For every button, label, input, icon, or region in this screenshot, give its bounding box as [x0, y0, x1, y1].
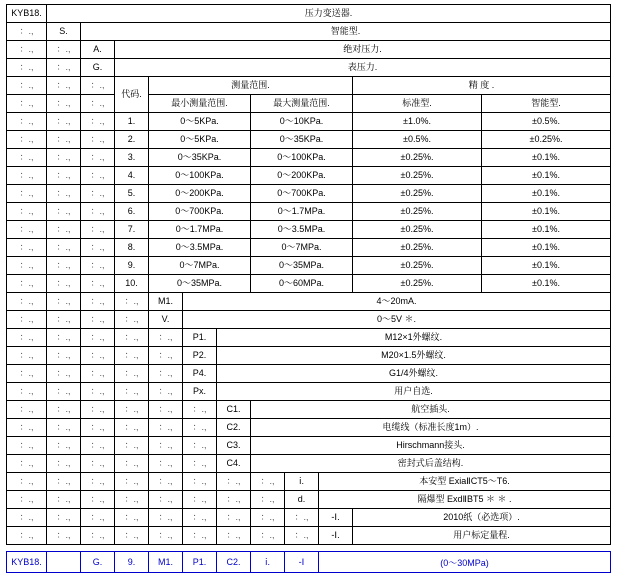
acc-smart: ±0.1%. [482, 275, 611, 293]
table-row [7, 59, 611, 77]
range-code: 7. [115, 221, 149, 239]
summary-cell-output: M1. [149, 552, 183, 573]
range-min: 0～100KPa. [149, 167, 251, 185]
dot-cell: ：., [47, 167, 81, 185]
dot-cell: ：., [81, 383, 115, 401]
dot-cell: ：., [115, 293, 149, 311]
dot-cell: ：., [47, 365, 81, 383]
range-code: 9. [115, 257, 149, 275]
dot-cell: ：., [7, 509, 47, 527]
dot-cell: ：., [81, 437, 115, 455]
dot-cell: ：., [149, 383, 183, 401]
dot-cell: ：., [149, 509, 183, 527]
dot-cell: ：., [183, 419, 217, 437]
dot-cell: ：., [47, 131, 81, 149]
dot-cell: ：., [47, 329, 81, 347]
range-min: 0～35KPa. [149, 149, 251, 167]
dot-cell: ：., [7, 131, 47, 149]
table-row [7, 23, 611, 41]
dot-cell: ：., [81, 365, 115, 383]
output-label: 0～5V ＊. [183, 311, 611, 329]
acc-smart: ±0.1%. [482, 257, 611, 275]
acc-smart: ±0.25%. [482, 131, 611, 149]
acc-standard: ±0.25%. [353, 185, 482, 203]
range-max: 0～700KPa. [251, 185, 353, 203]
dot-cell: ：., [149, 329, 183, 347]
summary-cell-connection: C2. [217, 552, 251, 573]
dot-cell: ：., [7, 419, 47, 437]
dot-cell: ：., [47, 239, 81, 257]
acc-smart: ±0.1%. [482, 149, 611, 167]
dot-cell: ：., [7, 473, 47, 491]
dot-cell: ：., [7, 527, 47, 545]
range-code: 10. [115, 275, 149, 293]
dot-cell: ：., [81, 203, 115, 221]
dot-cell: ：., [47, 437, 81, 455]
dot-cell: ：., [47, 347, 81, 365]
range-min: 0～700KPa. [149, 203, 251, 221]
dot-cell: ：., [81, 491, 115, 509]
dot-cell: ：., [7, 347, 47, 365]
dot-cell: ：., [149, 401, 183, 419]
table-row [7, 401, 611, 419]
dot-cell: ：., [149, 437, 183, 455]
summary-cell-range: 9. [115, 552, 149, 573]
table-row [7, 437, 611, 455]
dot-cell: ：., [81, 257, 115, 275]
dot-cell: ：., [183, 473, 217, 491]
dot-cell: ：., [81, 185, 115, 203]
range-min: 0～3.5MPa. [149, 239, 251, 257]
dot-cell: ：., [81, 347, 115, 365]
range-max: 0～35MPa. [251, 257, 353, 275]
summary-cell-model: KYB18. [7, 552, 47, 573]
dot-cell: ：., [149, 473, 183, 491]
table-row [7, 257, 611, 275]
header-range-min: 最小测量范围. [149, 95, 251, 113]
dot-cell: ：., [7, 437, 47, 455]
dot-cell: ：., [149, 419, 183, 437]
dot-cell: ：., [47, 203, 81, 221]
dot-cell: ：., [47, 293, 81, 311]
dot-cell: ：., [115, 401, 149, 419]
dot-cell: ：., [183, 455, 217, 473]
dot-cell: ：., [47, 527, 81, 545]
thread-label: G1/4外螺纹. [217, 365, 611, 383]
dot-cell: ：., [7, 329, 47, 347]
dot-cell: ：., [149, 455, 183, 473]
dot-cell: ：., [183, 491, 217, 509]
connection-code: C1. [217, 401, 251, 419]
dot-cell: ：., [47, 113, 81, 131]
table-row [7, 185, 611, 203]
acc-standard: ±0.25%. [353, 239, 482, 257]
range-code: 3. [115, 149, 149, 167]
dot-cell: ：., [47, 77, 81, 95]
dot-cell: ：., [285, 527, 319, 545]
gauge-label: 表压力. [115, 59, 611, 77]
dot-cell: ：., [47, 311, 81, 329]
table-row [7, 311, 611, 329]
dot-cell: ：., [149, 491, 183, 509]
acc-smart: ±0.1%. [482, 185, 611, 203]
dot-cell: ：., [149, 365, 183, 383]
thread-code: P1. [183, 329, 217, 347]
dot-cell: ：., [81, 239, 115, 257]
userrange-label: 用户标定量程. [353, 527, 611, 545]
summary-cell-explosion: ⅰ. [251, 552, 285, 573]
range-min: 0～35MPa. [149, 275, 251, 293]
acc-smart: ±0.1%. [482, 167, 611, 185]
acc-smart: ±0.1%. [482, 203, 611, 221]
dot-cell: ：., [7, 275, 47, 293]
range-code: 5. [115, 185, 149, 203]
userrange-code: -Ⅰ. [319, 527, 353, 545]
dot-cell: ：., [7, 401, 47, 419]
table-header-row [7, 95, 611, 113]
product-title: 压力变送器. [47, 5, 611, 23]
dot-cell: ：., [183, 401, 217, 419]
table-row [7, 113, 611, 131]
table-row [7, 491, 611, 509]
dot-cell: ：., [47, 473, 81, 491]
dot-cell: ：., [7, 113, 47, 131]
output-code: V. [149, 311, 183, 329]
range-max: 0～1.7MPa. [251, 203, 353, 221]
dot-cell: ：., [251, 473, 285, 491]
abs-code: A. [81, 41, 115, 59]
acc-standard: ±0.25%. [353, 203, 482, 221]
range-min: 0～5KPa. [149, 113, 251, 131]
summary-cell-userrange: (0～30MPa) [319, 552, 611, 573]
acc-standard: ±0.25%. [353, 167, 482, 185]
dot-cell: ：., [47, 491, 81, 509]
dot-cell: ：., [183, 437, 217, 455]
table-row [7, 239, 611, 257]
dot-cell: ：., [217, 473, 251, 491]
dot-cell: ：., [7, 293, 47, 311]
range-code: 1. [115, 113, 149, 131]
dot-cell: ：., [7, 203, 47, 221]
dot-cell: ：., [149, 527, 183, 545]
dot-cell: ：., [7, 221, 47, 239]
table-row [7, 293, 611, 311]
table-row [7, 275, 611, 293]
summary-cell-blank [47, 552, 81, 573]
table-row [7, 41, 611, 59]
dot-cell: ：., [217, 527, 251, 545]
dot-cell: ：., [81, 149, 115, 167]
dot-cell: ：., [183, 509, 217, 527]
table-row [7, 149, 611, 167]
dot-cell: ：., [115, 365, 149, 383]
dot-cell: ：., [115, 347, 149, 365]
dot-cell: ：., [47, 95, 81, 113]
dot-cell: ：., [81, 113, 115, 131]
order-code-summary [6, 551, 611, 573]
dot-cell: ：., [115, 383, 149, 401]
dot-cell: ：., [115, 527, 149, 545]
output-label: 4～20mA. [183, 293, 611, 311]
thread-label: M12×1外螺纹. [217, 329, 611, 347]
dot-cell: ：., [7, 23, 47, 41]
dot-cell: ：., [115, 437, 149, 455]
dot-cell: ：., [81, 473, 115, 491]
dot-cell: ：., [7, 365, 47, 383]
connection-label: 航空插头. [251, 401, 611, 419]
dot-cell: ：., [251, 491, 285, 509]
range-code: 4. [115, 167, 149, 185]
table-row [7, 365, 611, 383]
table-row [7, 167, 611, 185]
specification-table [6, 4, 611, 545]
connection-code: C4. [217, 455, 251, 473]
dot-cell: ：., [7, 41, 47, 59]
acc-standard: ±0.25%. [353, 275, 482, 293]
output-code: M1. [149, 293, 183, 311]
dot-cell: ：., [7, 239, 47, 257]
acc-standard: ±0.25%. [353, 221, 482, 239]
dot-cell: ：., [7, 185, 47, 203]
table-row [7, 347, 611, 365]
dot-cell: ：., [47, 275, 81, 293]
table-row [7, 131, 611, 149]
range-min: 0～200KPa. [149, 185, 251, 203]
table-row [7, 329, 611, 347]
dot-cell: ：., [115, 329, 149, 347]
dot-cell: ：., [47, 149, 81, 167]
smart-code: S. [47, 23, 81, 41]
dot-cell: ：., [47, 257, 81, 275]
option-code: -Ⅰ. [319, 509, 353, 527]
range-max: 0～200KPa. [251, 167, 353, 185]
dot-cell: ：., [81, 401, 115, 419]
range-min: 0～7MPa. [149, 257, 251, 275]
acc-standard: ±0.25%. [353, 257, 482, 275]
dot-cell: ：., [81, 329, 115, 347]
acc-smart: ±0.1%. [482, 221, 611, 239]
table-row [7, 509, 611, 527]
header-accuracy-group: 精 度 . [353, 77, 611, 95]
table-row [7, 527, 611, 545]
dot-cell: ：., [7, 59, 47, 77]
dot-cell: ：., [81, 311, 115, 329]
dot-cell: ：., [183, 527, 217, 545]
explosion-code: ⅰ. [285, 473, 319, 491]
thread-label: M20×1.5外螺纹. [217, 347, 611, 365]
thread-code: Px. [183, 383, 217, 401]
header-acc-standard: 标准型. [353, 95, 482, 113]
dot-cell: ：., [7, 95, 47, 113]
table-header-row [7, 77, 611, 95]
dot-cell: ：., [7, 311, 47, 329]
range-min: 0～5KPa. [149, 131, 251, 149]
dot-cell: ：., [81, 419, 115, 437]
range-max: 0～100KPa. [251, 149, 353, 167]
table-row [7, 5, 611, 23]
range-min: 0～1.7MPa. [149, 221, 251, 239]
table-row [7, 203, 611, 221]
dot-cell: ：., [251, 509, 285, 527]
dot-cell: ：., [115, 473, 149, 491]
range-max: 0～7MPa. [251, 239, 353, 257]
abs-label: 绝对压力. [115, 41, 611, 59]
header-acc-smart: 智能型. [482, 95, 611, 113]
dot-cell: ：., [81, 455, 115, 473]
dot-cell: ：., [81, 509, 115, 527]
acc-smart: ±0.1%. [482, 239, 611, 257]
header-code: 代码. [115, 77, 149, 113]
explosion-label: 隔爆型 ExdⅡBT5 ＊ ＊ . [319, 491, 611, 509]
dot-cell: ：., [285, 509, 319, 527]
dot-cell: ：., [7, 167, 47, 185]
dot-cell: ：., [217, 491, 251, 509]
dot-cell: ：., [47, 185, 81, 203]
smart-label: 智能型. [81, 23, 611, 41]
gauge-code: G. [81, 59, 115, 77]
dot-cell: ：., [7, 149, 47, 167]
dot-cell: ：., [7, 491, 47, 509]
explosion-code: d. [285, 491, 319, 509]
table-row [7, 419, 611, 437]
dot-cell: ：., [81, 221, 115, 239]
dot-cell: ：., [115, 311, 149, 329]
range-max: 0～35KPa. [251, 131, 353, 149]
header-range-group: 测量范围. [149, 77, 353, 95]
thread-code: P4. [183, 365, 217, 383]
range-max: 0～3.5MPa. [251, 221, 353, 239]
dot-cell: ：., [115, 491, 149, 509]
dot-cell: ：., [149, 347, 183, 365]
acc-standard: ±0.5%. [353, 131, 482, 149]
dot-cell: ：., [47, 383, 81, 401]
dot-cell: ：., [251, 527, 285, 545]
table-row [7, 383, 611, 401]
range-code: 2. [115, 131, 149, 149]
summary-row [7, 552, 611, 573]
dot-cell: ：., [47, 221, 81, 239]
dot-cell: ：., [47, 509, 81, 527]
dot-cell: ：., [81, 527, 115, 545]
dot-cell: ：., [81, 167, 115, 185]
dot-cell: ：., [47, 455, 81, 473]
dot-cell: ：., [217, 509, 251, 527]
model-code: KYB18. [7, 5, 47, 23]
summary-cell-pressure-type: G. [81, 552, 115, 573]
dot-cell: ：., [81, 77, 115, 95]
header-range-max: 最大测量范围. [251, 95, 353, 113]
dot-cell: ：., [47, 41, 81, 59]
dot-cell: ：., [7, 257, 47, 275]
table-row [7, 473, 611, 491]
connection-code: C2. [217, 419, 251, 437]
table-row [7, 221, 611, 239]
dot-cell: ：., [81, 95, 115, 113]
option-label: 2010纸（必选项）. [353, 509, 611, 527]
dot-cell: ：., [115, 419, 149, 437]
dot-cell: ：., [47, 59, 81, 77]
dot-cell: ：., [81, 275, 115, 293]
summary-cell-thread: P1. [183, 552, 217, 573]
dot-cell: ：., [115, 509, 149, 527]
connection-label: Hirschmann接头. [251, 437, 611, 455]
dot-cell: ：., [115, 455, 149, 473]
dot-cell: ：., [7, 77, 47, 95]
thread-label: 用户自选. [217, 383, 611, 401]
dot-cell: ：., [47, 401, 81, 419]
table-row [7, 455, 611, 473]
explosion-label: 本安型 ExiaⅡCT5～T6. [319, 473, 611, 491]
connection-code: C3. [217, 437, 251, 455]
dot-cell: ：., [47, 419, 81, 437]
dot-cell: ：., [81, 131, 115, 149]
connection-label: 密封式后盖结构. [251, 455, 611, 473]
range-code: 6. [115, 203, 149, 221]
acc-standard: ±1.0%. [353, 113, 482, 131]
range-max: 0～10KPa. [251, 113, 353, 131]
acc-standard: ±0.25%. [353, 149, 482, 167]
dot-cell: ：., [81, 293, 115, 311]
dot-cell: ：., [7, 383, 47, 401]
summary-cell-option: -Ⅰ [285, 552, 319, 573]
dot-cell: ：., [7, 455, 47, 473]
acc-smart: ±0.5%. [482, 113, 611, 131]
range-max: 0～60MPa. [251, 275, 353, 293]
connection-label: 电缆线（标准长度1m）. [251, 419, 611, 437]
range-code: 8. [115, 239, 149, 257]
thread-code: P2. [183, 347, 217, 365]
